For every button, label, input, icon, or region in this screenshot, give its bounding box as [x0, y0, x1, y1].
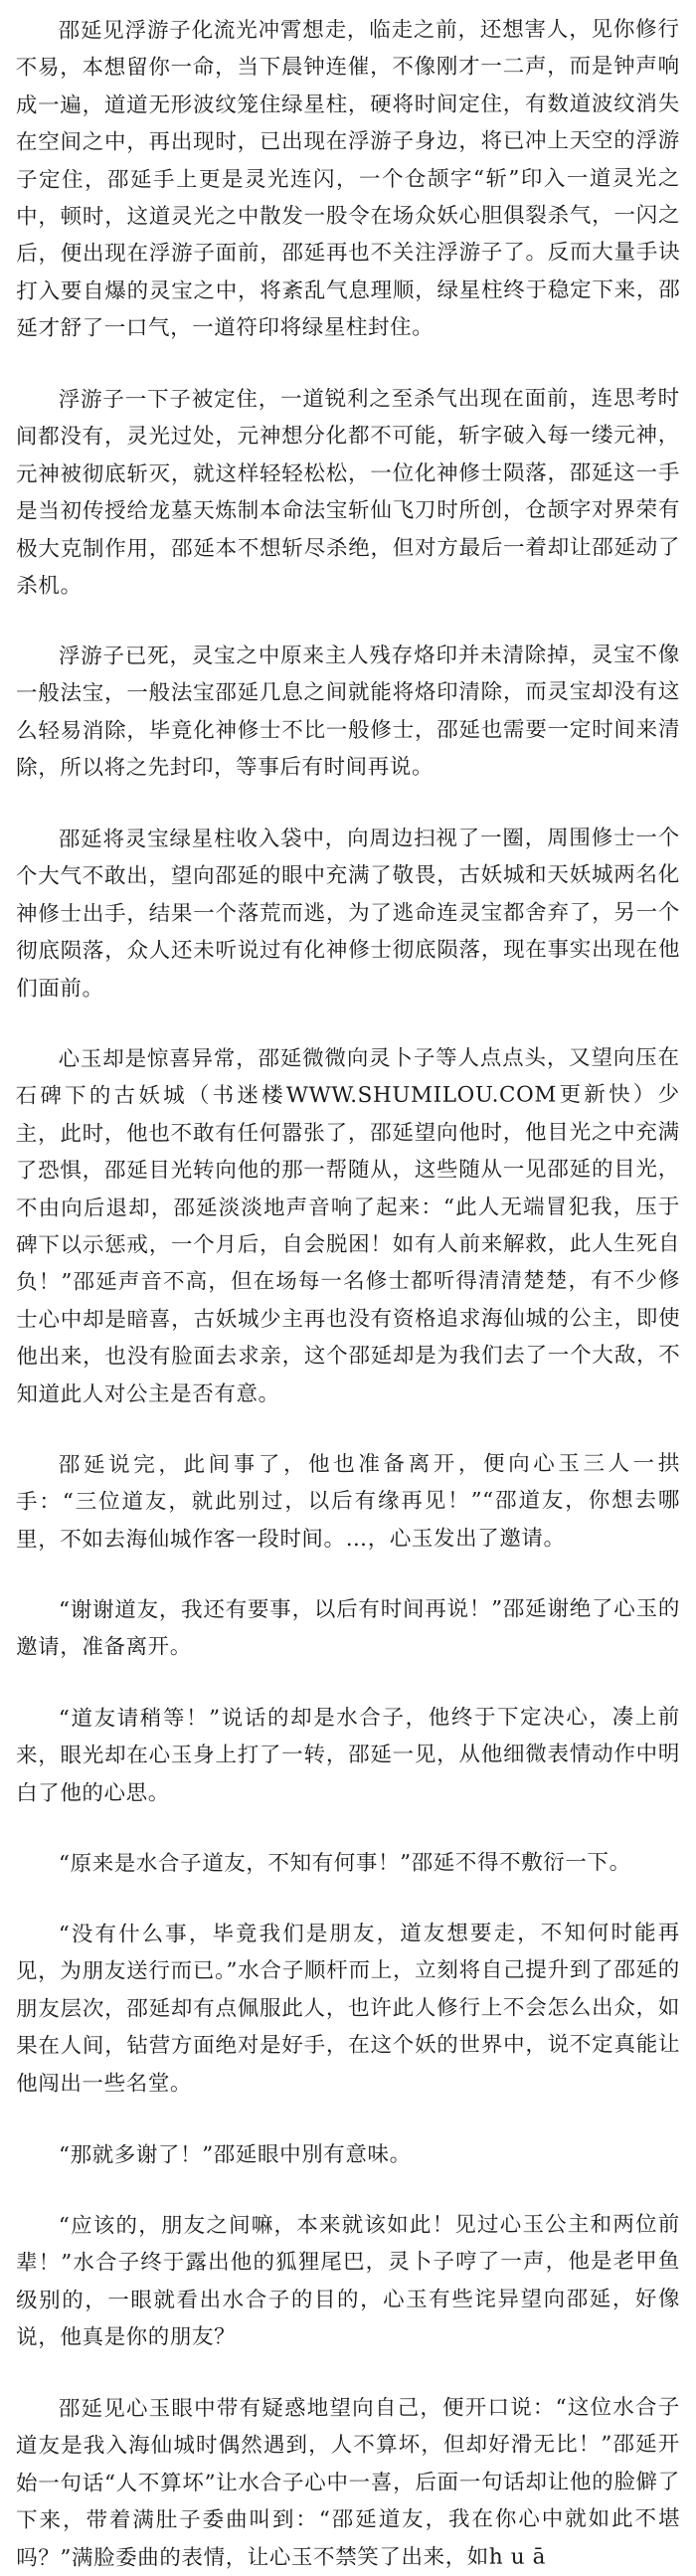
paragraph: “原来是水合子道友，不知有何事！”邵延不得不敷衍一下。 [58, 1850, 631, 1877]
paragraph: 邵延说完，此间事了，他也准备离开，便向心玉三人一拱手：“三位道友，就此别过，以后有缘再见！”“邵道友，你想去哪里，不如去海仙城作客一段时间。…，心玉发出了邀请。 [15, 1450, 681, 1553]
paragraph: 邵延见浮游子化流光冲霄想走，临走之前，还想害人，见你修行不易，本想留你一命，当下晨钟连催，不像刚才一二声，而是钟声响成一遍，道道无形波纹笼住绿星柱，硬将时间定住，有数道波纹消失在空间之中，再出现时，已出现在浮游子身边，将已冲上天空的浮游子定住，邵延手上更是灵光连闪，一个仓颉字“斩”印入一道灵光之中，顿时，这道灵光之中散发一股令在场众妖心胆俱裂杀气，一闪之后，便出现在浮游子面前，邵延再也不关注浮游子了。反而大量手诀打入要自爆的灵宝之中，将紊乱气息理顺，绿星柱终于稳定下来，邵延才舒了一口气，一道符印将绿星柱封住。 [15, 17, 681, 342]
paragraph: “应该的，朋友之间嘛，本来就该如此！见过心玉公主和两位前辈！”水合子终于露出他的狐狸尾巴，灵卜子哼了一声，他是老甲鱼级别的，一眼就看出水合子的目的，心玉有些诧异望向邵延，好像说，他真是你的朋友？ [15, 2212, 681, 2350]
paragraph: 浮游子一下子被定住，一道锐利之至杀气出现在面前，连思考时间都没有，灵光过处，元神想分化都不可能，斩字破入每一缕元神，元神被彻底斩灭，就这样轻轻松松，一位化神修士陨落，邵延这一手是当初传授给龙墓天炼制本命法宝斩仙飞刀时所创，仓颉字对界荣有极大克制作用，邵延本不想斩尽杀绝，但对方最后一着却让邵延动了杀机。 [15, 385, 681, 599]
paragraph: “道友请稍等！”说话的却是水合子，他终于下定决心，凑上前来，眼光却在心玉身上打了一转，邵延一见，从他细微表情动作中明白了他的心思。 [15, 1704, 681, 1806]
paragraph: “没有什么事，毕竟我们是朋友，道友想要走，不知何时能再见，为朋友送行而已。”水合子顺杆而上，立刻将自己提升到了邵延的朋友层次，邵延却有点佩服此人，也许此人修行上不会怎么出众，如果在人间，钻营方面绝对是好手，在这个妖的世界中，说不定真能让他闯出一些名堂。 [15, 1921, 681, 2097]
paragraph: “谢谢道友，我还有要事，以后有时间再说！”邵延谢绝了心玉的邀请，准备离开。 [16, 1596, 680, 1661]
paragraph: 心玉却是惊喜异常，邵延微微向灵卜子等人点点头，又望向压在石碑下的古妖城（书迷楼WWW.SHUMILOU.COM更新快）少主，此时，他也不敢有任何嚣张了，邵延望向他时，他目光之中充满了恐惧，邵延目光转向他的那一帮随从，这些随从一见邵延的目光，不由向后退却，邵延淡淡地声音响了起来：“此人无端冒犯我，压于碑下以示惩戒，一个月后，自会脱困！如有人前来解救，此人生死自负！”邵延声音不高，但在场每一名修士都听得清清楚楚，有不少修士心中却是暗喜，古妖城少主再也没有资格追求海仙城的公主，即使他出来，也没有脸面去求亲，这个邵延却是为我们去了一个大敌，不知道此人对公主是否有意。 [15, 1044, 681, 1407]
paragraph: 浮游子已死，灵宝之中原来主人残存烙印并未清除掉，灵宝不像一般法宝，一般法宝邵延几息之间就能将烙印清除，而灵宝却没有这么轻易消除，毕竟化神修士不比一般修士，邵延也需要一定时间来清除，所以将之先封印，等事后有时间再说。 [15, 643, 681, 782]
paragraph: “那就多谢了！”邵延眼中別有意味。 [58, 2141, 412, 2168]
paragraph: 邵延将灵宝绿星柱收入袋中，向周边扫视了一圈，周围修士一个个大气不敢出，望向邵延的眼中充满了敬畏，古妖城和天妖城两名化神修士出手，结果一个落荒而逃，为了逃命连灵宝都舍弃了，另一个彻底陨落，众人还未听说过有化神修士彻底陨落，现在事实出现在他们面前。 [15, 825, 681, 1002]
paragraph: 邵延见心玉眼中带有疑惑地望向自己，便开口说：“这位水合子道友是我入海仙城时偶然遇到，人不算坏，但却好滑无比！”邵延开始一句话“人不算坏”让水合子心中一喜，后面一句话却让他的脸僻了下来，带着满肚子委曲叫到：“邵延道友，我在你心中就如此不堪吗？”满脸委曲的表情，让心玉不禁笑了出来，如h u ā [15, 2394, 681, 2571]
